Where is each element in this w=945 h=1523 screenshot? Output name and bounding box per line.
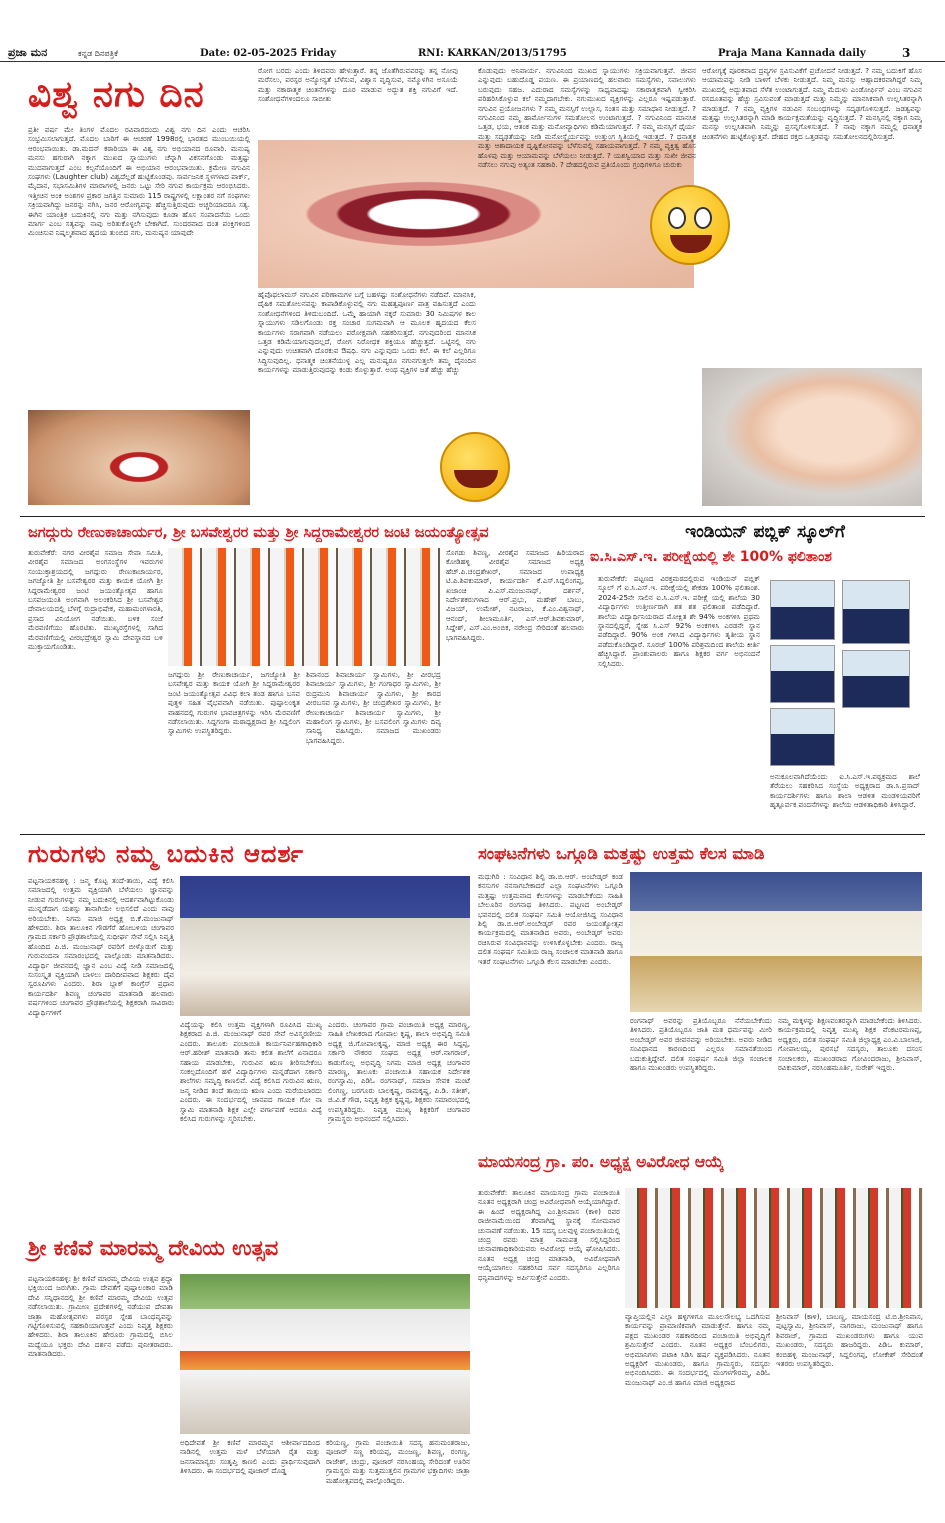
- masthead-name: Praja Mana Kannada daily: [718, 48, 866, 59]
- page-number: 3: [902, 46, 911, 60]
- headline-icse-result: ಐ.ಸಿ.ಎಸ್.ಇ. ಪರೀಕ್ಷೆಯಲ್ಲಿ ಶೇ 100% ಫಲಿತಾಂಶ: [590, 549, 832, 565]
- headline-kanive-maramma: ಶ್ರೀ ಕಣಿವೆ ಮಾರಮ್ಮ ದೇವಿಯ ಉತ್ಸವ: [28, 1236, 279, 1260]
- article2-col2: ಜಗದ್ಗುರು ಶ್ರೀ ರೇಣುಕಾಚಾರ್ಯ, ಜಗಜ್ಯೋತಿ ಶ್ರೀ ಬಸವೇಶ್ವರ ಮತ್ತು ಕಾಯಕ ಯೋಗಿ ಶ್ರೀ ಸಿದ್ದರಾಮೇಶ್ವರರ ಜಂಟಿ ಜಯಂತ್ಯೋತ್ಸವ ವಿವಿಧ ಕಲಾ ತಂಡ ಹಾಗೂ ಬಸವ ಪುತ್ಥಳಿ ಸಹಿತ ವೈಭವವಾಗಿ ನಡೆಯಿತು. ಪುಷ್ಪಾಲಂಕೃತ ವಾಹನದಲ್ಲಿ ಗುರುಗಳ ಭಾವಚಿತ್ರಗಳನ್ನು ಇರಿಸಿ ಮೆರವಣಿಗೆ ನಡೆಸಲಾಯಿತು. ಸಿದ್ದಗಂಗಾ ಮಠಾಧ್ಯಕ್ಷರಾದ ಶ್ರೀ ಸಿದ್ದಲಿಂಗ ಸ್ವಾಮಿಗಳು ಉಪಸ್ಥಿತರಿದ್ದರು.: [168, 670, 300, 736]
- article5-col2: ರಂಗನಾಥ್ ಅವರನ್ನು ಪ್ರತಿಯೊಬ್ಬರೂ ನೆನೆಯಬೇಕೆಂದು ತಿಳಿಸಿದರು. ಪ್ರತಿಯೊಬ್ಬರೂ ಜಾತಿ ಮತ ಧರ್ಮವನ್ನು ಮೀರಿ ಅಂಬೇಡ್ಕರ್ ಅವರ ಜೀವನವನ್ನು ಅರಿಯಬೇಕು. ಅವರು ನೀಡಿದ ಸಂವಿಧಾನದ ಕಾರಣದಿಂದ ಎಲ್ಲರೂ ಸಮಾನತೆಯಿಂದ ಬದುಕುತ್ತಿದ್ದೇವೆ. ದಲಿತ ಸಂಘರ್ಷ ಸಮಿತಿ ಜಿಲ್ಲಾ ಸಂಚಾಲಕ ಹಾಗೂ ಮುಖಂಡರು ಉಪಸ್ಥಿತರಿದ್ದರು.: [630, 1016, 772, 1073]
- headline-mayasandra: ಮಾಯಸಂದ್ರ ಗ್ರಾ. ಪಂ. ಅಧ್ಯಕ್ಷ ಅವಿರೋಧ ಆಯ್ಕೆ: [478, 1153, 724, 1171]
- article1-col2-bottom: ಹೈಪೊಥಲಾಮಸ್ ನಗುವಿನ ಪರಿಣಾಮಗಳ ಬಗ್ಗೆ ಬಹಳಷ್ಟು ಸಂಶೋಧನೆಗಳು ನಡೆದಿವೆ. ಮಾನಸಿಕ, ದೈಹಿಕ ಸಮತೋಲನವನ್ನು ಕಾಪಾಡಿಕೊಳ್ಳುವಲ್ಲಿ ನಗು ಮಹತ್ವಪೂರ್ಣ ಪಾತ್ರ ವಹಿಸುತ್ತದೆ ಎಂದು ಸಂಶೋಧನೆಗಳಿಂದ ತಿಳಿದುಬಂದಿದೆ. ಒಮ್ಮೆ ಹಾಯಾಗಿ ನಕ್ಕರೆ ಸುಮಾರು 30 ನಿಮಿಷಗಳ ಕಾಲ ಸ್ನಾಯುಗಳು ಸಡಿಲಗೊಂಡು ರಕ್ತ ಸಂಚಾರ ಸುಗಮವಾಗಿ ಆ ಮೂಲಕ ಹೃದಯದ ಕೆಲಸ ಕಾರ್ಯಗಳು ಸರಾಗವಾಗಿ ನಡೆಯಲು ಪರೋಕ್ಷವಾಗಿ ಸಹಕರಿಸುತ್ತದೆ. ನಗುವುದರಿಂದ ಮಾನಸಿಕ ಒತ್ತಡ ಕಡಿಮೆಯಾಗುವುದಲ್ಲದೆ, ರೋಗ ನಿರೋಧಕ ಶಕ್ತಿಯೂ ಹೆಚ್ಚುತ್ತದೆ. ಒಟ್ಟಿನಲ್ಲಿ ನಗು ಎನ್ನುವುದು ಉಚಿತವಾಗಿ ದೊರಕುವ ಔಷಧಿ. ನಗು ಎನ್ನುವುದು ಒಂದು ಕಲೆ. ಈ ಕಲೆ ಎಲ್ಲರಿಗೂ ಸಿದ್ಧಿಸುವುದಿಲ್ಲ. ಧನಾತ್ಮಕ ಚಿಂತನೆಯುಳ್ಳ ಎಲ್ಲ ಮನುಷ್ಯರೂ ನಗುನಗುತ್ತಲೇ ತಮ್ಮ ದೈನಂದಿನ ಕಾರ್ಯಗಳನ್ನು ಮಾಡುತ್ತಿರುವುದನ್ನು ಕಂಡು ಕೊಳ್ಳುತ್ತಾರೆ. ಅಂಥ ವ್ಯಕ್ತಿಗಳ ಜತೆ ಹೆಚ್ಚು ಹೆಚ್ಚು: [258, 290, 476, 375]
- election-group-photo: [625, 1188, 923, 1308]
- headline-sanghatanegalu: ಸಂಘಟನೆಗಳು ಒಗ್ಗೂಡಿ ಮತ್ತಷ್ಟು ಉತ್ತಮ ಕೆಲಸ ಮಾಡಿ: [478, 844, 765, 863]
- masthead-rni: RNI: KARKAN/2013/51795: [418, 48, 567, 59]
- student-photo-1: [770, 580, 835, 640]
- student-photo-2: [842, 580, 910, 644]
- article5-col3: ನಮ್ಮ ಮಕ್ಕಳನ್ನು ಶಿಕ್ಷಣವಂತರನ್ನಾಗಿ ಮಾಡಬೇಕೆಂದು ತಿಳಿಸಿದರು. ಕಾರ್ಯಕ್ರಮದಲ್ಲಿ ನಿವೃತ್ತ ಮುಖ್ಯ ಶಿಕ್ಷಕ ವೆಂಕಟರಮಣಪ್ಪ, ಅಧ್ಯಕ್ಷರು, ದಲಿತ ಸಂಘರ್ಷ ಸಮಿತಿ ಜಿಲ್ಲಾಧ್ಯಕ್ಷ ಎಂ.ವಿ.ಬಾಲಾಜಿ, ಗೋಪಾಲಯ್ಯ, ಪುರಸಭೆ ಸದಸ್ಯರು, ತಾಲೂಕು ದಸಂಸ ಸಂಚಾಲಕರು, ಮುಖಂಡರಾದ ಗೋವಿಂದರಾಜು, ಶ್ರೀನಿವಾಸ್, ರವಿಕುಮಾರ್, ನರಸಿಂಹಮೂರ್ತಿ, ಸುರೇಶ್ ಇದ್ದರು.: [778, 1016, 922, 1073]
- heart-hands-smile-photo: [28, 410, 250, 505]
- article1-col2-top: ರೋಗ ಬರದು ಎಂದು ತಿಳಿದವರು ಹೇಳುತ್ತಾರೆ. ತನ್ನ ಜೊತೆಗಿರುವವರನ್ನು ತನ್ನ ನೋವು ಮರೆಸಲು, ಪರಸ್ಪರ ಅನ್ಯೋನ್ಯತೆ ಬೆಳೆಸುವ, ವಿಶ್ವಾಸ ವೃದ್ಧಿಸುವ, ನಮ್ಮೊಳಗಿನ ಅಸೂಯೆ ಮತ್ತು ನಕಾರಾತ್ಮಕ ಚಿಂತನೆಗಳನ್ನು ದೂರ ಮಾಡುವ ಅದ್ಭುತ ಶಕ್ತಿ ನಗುವಿಗೆ ಇದೆ. ಸಂಶೋಧನೆಗಳಿಂದಲೂ ಸಾಬೀತು: [258, 66, 458, 104]
- article4-col3: ಎಂದರು. ಚಂಗಾವರ ಗ್ರಾಮ ಪಂಚಾಯಿತಿ ಅಧ್ಯಕ್ಷ ಮಾರಣ್ಣ, ಸಾಹಿತಿ ಲೇಖಕರಾದ ಗೋಪಾಲ ಕೃಷ್ಣ, ಶಾಲಾ ಅಭಿವೃದ್ಧಿ ಸಮಿತಿ ಅಧ್ಯಕ್ಷ ಜಿ.ಗೋಪಾಲಕೃಷ್ಣ, ಮಾಜಿ ಅಧ್ಯಕ್ಷ ಈರ ಸಿದ್ದಪ್ಪ, ಸರ್ಕಾರಿ ನೌಕರರ ಸಂಘದ ಅಧ್ಯಕ್ಷ ಆರ್.ನಾಗರಾಜ್, ಕಾಡುಗೊಲ್ಲ ಅಭಿವೃದ್ಧಿ ನಿಗಮ ಮಾಜಿ ಅಧ್ಯಕ್ಷ ಚಂಗಾವರ ಮಾರಣ್ಣ, ತಾಲೂಕು ಪಂಚಾಯಿತಿ ಸಹಾಯಕ ನಿರ್ದೇಶಕ ರಂಗಸ್ವಾಮಿ, ಪಿಡಿಓ ರಂಗನಾಥ್, ಸಮಾಜ ಸೇವಕ ಮಂಟೆ ಲಿಂಗಣ್ಣ, ಬರಗೂರು ಬಾಲಕೃಷ್ಣ, ರಾಮಕೃಷ್ಣ, ಪಿ.ಡಿ. ಸತೀಶ್, ಜಿ.ವಿ.ಕೆ ಗೌಡ, ನಿವೃತ್ತ ಶಿಕ್ಷಕ ಕೃಷ್ಣಪ್ಪ, ಶಿಕ್ಷಕರು ಸಮಾರಂಭದಲ್ಲಿ ಉಪಸ್ಥಿತರಿದ್ದರು. ನಿವೃತ್ತ ಮುಖ್ಯ ಶಿಕ್ಷಕರಿಗೆ ಚಂಗಾವರ ಗ್ರಾಮಸ್ಥರು ಅಭಿನಂದನೆ ಸಲ್ಲಿಸಿದರು.: [328, 1020, 470, 1124]
- article6-col3: ಶ್ರೀನಿವಾಸ್ (ಕಾಳಿ), ಬಾಬಣ್ಣ, ಮಾಯಸಂದ್ರ ಟಿ.ಬಿ.ಶ್ರೀನಿವಾಸ, ಪುಟ್ಟಸ್ವಾಮಿ, ಶ್ರೀನಿವಾಸ್, ನಾಗರಾಜು, ಮಂಜುನಾಥ್ ಹಾಗೂ ಶಿವರಾಜ್, ಗ್ರಾಮದ ಮುಖಂಡರುಗಳು ಹಾಗೂ ಯುವ ಮುಖಂಡರು, ಸದಸ್ಯರು ಹಾಜರಿದ್ದರು. ಪಿಡಿಒ ಕುಮಾರ್, ಕಂಬಿಹಳ್ಳಿ ಮಂಜುನಾಥ್, ಸಿದ್ದಲಿಂಗಪ್ಪ, ಲೋಕೇಶ್ ಸೇರಿದಂತೆ ಇತರರು ಉಪಸ್ಥಿತರಿದ್ದರು.: [776, 1312, 923, 1369]
- masthead-logo: ಪ್ರಜಾ ಮನ: [8, 46, 48, 59]
- rofl-emoji-icon: [440, 432, 510, 502]
- article3-col1: ತುರುವೇಕೆರೆ: ಪಟ್ಟಣದ ವಿರಕ್ತಮಠದಲ್ಲಿರುವ ಇಂಡಿಯನ್ ಪಬ್ಲಿಕ್ ಸ್ಕೂಲ್ ಗೆ ಐ.ಸಿ.ಎಸ್.ಇ. ಪರೀಕ್ಷೆಯಲ್ಲಿ ಶೇಕಡಾ 100% ಫಲಿತಾಂಶ. 2024-25ನೇ ಸಾಲಿನ ಐ.ಸಿ.ಎಸ್.ಇ. ಪರೀಕ್ಷೆ ಯಲ್ಲಿ ಶಾಲೆಯ 30 ವಿದ್ಯಾರ್ಥಿಗಳು ಉತ್ತೀರ್ಣರಾಗಿ ಶತ ಶತ ಫಲಿತಾಂಶ ಪಡೆದಿದ್ದಾರೆ. ಶಾಲೆಯ ವಿದ್ಯಾರ್ಥಿನಿಯರಾದ ಮೋಕ್ಷಿತ ಶೇ 94% ಅಂಕಗಳಿಸಿ ಪ್ರಥಮ ಸ್ಥಾನದಲ್ಲಿದ್ದರೆ, ಸ್ನೇಹ ಸಿ.ಎಸ್ 92% ಅಂಕಗಳಿಸಿ ಎರಡನೇ ಸ್ಥಾನ ಪಡೆದಿದ್ದಾರೆ. 90% ಅಂಕ ಗಳಿಸಿದ ವಿದ್ಯಾರ್ಥಿಗಳು ತೃತೀಯ ಸ್ಥಾನ ಪಡೆದುಕೊಂಡಿದ್ದಾರೆ. ಸೂರಜ್ 100% ಪರಿಶ್ರಮದಿಂದ ಶಾಲೆಯ ಕೀರ್ತಿ ಹೆಚ್ಚಿಸಿದ್ದಾರೆ. ಪ್ರಾಂಶುಪಾಲರು ಹಾಗೂ ಶಿಕ್ಷಕರ ವರ್ಗ ಅಭಿನಂದನೆ ಸಲ್ಲಿಸಿದರು.: [598, 574, 760, 668]
- article3-caption: ಅನುಕೂಲವಾಗಿದೆಯೆಂದು ಐ.ಸಿ.ಎಸ್.ಇ.ಪಠ್ಯಕ್ರಮದ ಶಾಲೆ ತೆರೆಯಲು ಸಹಕರಿಸಿದ ಸಂಸ್ಥೆಯ ಅಧ್ಯಕ್ಷರಾದ ಡಾ.ಸಿ.ಪ್ರಸಾದ್ ಕಾರ್ಯದರ್ಶಿಗಳು ಹಾಗೂ ಶಾಲಾ ಆಡಳಿತ ಮಂಡಳಿಯವರಿಗೆ ಹೃತ್ಪೂರ್ವಕ ವಂದನೆಗಳನ್ನು ಶಾಲೆಯ ಆಡಳಿತಾಧಿಕಾರಿ ತಿಳಿಸಿದ್ದಾರೆ.: [770, 772, 920, 810]
- article2-col1: ತುರುವೇಕೆರೆ: ನಗರ ವೀರಶೈವ ಸಮಾಜ ಸೇವಾ ಸಮಿತಿ, ವೀರಶೈವ ಸಮಾಜದ ಅಂಗಸಂಸ್ಥೆಗಳ ಇವರುಗಳ ಸಂಯುಕ್ತಾಶ್ರಯದಲ್ಲಿ ಜಗದ್ಗುರು ರೇಣುಕಾಚಾರ್ಯರ, ಜಗಜ್ಯೋತಿ ಶ್ರೀ ಬಸವೇಶ್ವರರ ಮತ್ತು ಕಾಯಕ ಯೋಗಿ ಶ್ರೀ ಸಿದ್ದರಾಮೇಶ್ವರರ ಜಂಟಿ ಜಯಂತ್ಯೋತ್ಸವ ಹಾಗೂ ಬಸವಜಯಂತಿ ಅಂಗವಾಗಿ ಅಲಂಕರಿಸಿದ ಶ್ರೀ ಬಸವೇಶ್ವರ ದೇವಾಲಯದಲ್ಲಿ ಬೆಳಗ್ಗೆ ರುದ್ರಾಭಿಷೇಕ, ಮಹಾಮಂಗಳಾರತಿ, ಪ್ರಸಾದ ವಿನಿಯೋಗ ನಡೆಯಿತು. ಬಳಿಕ ಸಂಜೆ ಮೆರವಣಿಗೆಯು ಹೊರಟಿತು. ಮುಖ್ಯರಸ್ತೆಗಳಲ್ಲಿ ಸಾಗಿದ ಮೆರವಣಿಗೆಯಲ್ಲಿ ವೀರಭದ್ರೇಶ್ವರ ಸ್ವಾಮಿ ದೇವಸ್ಥಾನದ ಬಳಿ ಮುಕ್ತಾಯಗೊಂಡಿತು.: [28, 548, 163, 652]
- article5-col1: ಮಧುಗಿರಿ : ಸಂವಿಧಾನ ಶಿಲ್ಪಿ ಡಾ.ಬಿ.ಆರ್. ಅಂಬೇಡ್ಕರ್ ಕಂಡ ಕನಸುಗಳ ನನಸಾಗಬೇಕಾದರೆ ಎಲ್ಲಾ ಸಂಘಟನೆಗಳು ಒಗ್ಗೂಡಿ ಮತ್ತಷ್ಟು ಉತ್ತಮವಾದ ಕೆಲಸಗಳನ್ನು ಮಾಡಬೇಕೆಂದು ಸಾಹಿತಿ ಬೇಲೂರಿನ ರಂಗನಾಥ ತಿಳಿಸಿದರು. ಪಟ್ಟಣದ ಅಂಬೇಡ್ಕರ್ ಭವನದಲ್ಲಿ ದಲಿತ ಸಂಘರ್ಷ ಸಮಿತಿ ಆಯೋಜಿಸಿದ್ದ ಸಂವಿಧಾನ ಶಿಲ್ಪಿ ಡಾ.ಬಿ.ಆರ್.ಅಂಬೇಡ್ಕರ್ ರವರ ಜಯಂತ್ಯೋತ್ಸವ ಕಾರ್ಯಕ್ರಮದಲ್ಲಿ ಮಾತನಾಡಿದ ಅವರು, ಅಂಬೇಡ್ಕರ್ ಅವರು ರಚಿಸಿರುವ ಸಂವಿಧಾನವನ್ನು ಉಳಿಸಿಕೊಳ್ಳಬೇಕು ಎಂದರು. ರಾಜ್ಯ ದಲಿತ ಸಂಘರ್ಷ ಸಮಿತಿಯ ರಾಜ್ಯ ಸಂಚಾಲಕ ಮಾತನಾಡಿ ಹಾಗೂ ಇತರೆ ಸಂಘಟನೆಗಳು ಒಗ್ಗೂಡಿ ಕೆಲಸ ಮಾಡಬೇಕು ಎಂದರು.: [478, 872, 623, 966]
- felicitation-photo: [180, 876, 470, 1016]
- article7-col2: ಅಧಿದೇವತೆ ಶ್ರೀ ಕಣಿವೆ ಮಾರಮ್ಮನ ಆಶೀರ್ವಾದದಿಂದ ನಾಡಿನಲ್ಲಿ ಉತ್ತಮ ಮಳೆ ಬೆಳೆಯಾಗಿ ರೈತ ಮತ್ತು ಜನಸಾಮಾನ್ಯರು ಸಂತೃಪ್ತಿ ಕಾಣಲಿ ಎಂದು ಪ್ರಾರ್ಥಿಸುವುದಾಗಿ ತಿಳಿಸಿದರು. ಈ ಸಂದರ್ಭದಲ್ಲಿ ಪೂಜಾರ್ ದೊಡ್ಡ: [180, 1438, 320, 1476]
- headline-gurugalu: ಗುರುಗಳು ನಮ್ಮ ಬದುಕಿನ ಆದರ್ಶ: [28, 840, 304, 868]
- masthead-tagline: ಕನ್ನಡ ದಿನಪತ್ರಿಕೆ: [78, 49, 119, 58]
- article2-col3: ಶಿವಾನಂದ ಶಿವಾಚಾರ್ಯ ಸ್ವಾಮಿಗಳು, ಶ್ರೀ ವೀರಭದ್ರ ಶಿವಾಚಾರ್ಯ ಸ್ವಾಮಿಗಳು, ಶ್ರೀ ಗಂಗಾಧರ ಸ್ವಾಮಿಗಳು, ಶ್ರೀ ರುದ್ರಮುನಿ ಶಿವಾಚಾರ್ಯ ಸ್ವಾಮಿಗಳು, ಶ್ರೀ ಕಾರದ ವೀರಬಸವ ಸ್ವಾಮಿಗಳು, ಶ್ರೀ ಚಂದ್ರಶೇಖರ ಸ್ವಾಮಿಗಳು, ಶ್ರೀ ರೇಣುಕಾಚಾರ್ಯ ಶಿವಾಚಾರ್ಯ ಸ್ವಾಮಿಗಳು, ಶ್ರೀ ಮಹಾಲಿಂಗ ಸ್ವಾಮಿಗಳು, ಶ್ರೀ ಬಸವಲಿಂಗ ಸ್ವಾಮಿಗಳು ದಿವ್ಯ ಸಾನಿಧ್ಯ ವಹಿಸಿದ್ದರು. ಸಮಾಜದ ಮುಖಂಡರು ಭಾಗವಹಿಸಿದ್ದರು.: [306, 670, 441, 745]
- jayanti-group-photo: [168, 548, 440, 666]
- masthead-date: Date: 02-05-2025 Friday: [200, 48, 337, 59]
- utsava-procession-photo: [180, 1274, 470, 1434]
- article7-col1: ಪಟ್ಟನಾಯಕನಹಳ್ಳಿ: ಶ್ರೀ ಕಣಿವೆ ಮಾರಮ್ಮ ದೇವಿಯ ಉತ್ಸವ ಶ್ರದ್ಧಾ ಭಕ್ತಿಯಿಂದ ಜರುಗಿತು. ಗ್ರಾಮ ದೇವತೆಗೆ ಪುಷ್ಪಾಲಂಕಾರ ಮಾಡಿ ದೇವಿ ಸನ್ನಿಧಾನದಲ್ಲಿ ಶ್ರೀ ಕಣಿವೆ ಮಾರಮ್ಮ ದೇವಿಯ ಉತ್ಸವ ನಡೆಸಲಾಯಿತು. ಗ್ರಾಮೀಣ ಪ್ರದೇಶಗಳಲ್ಲಿ ನಡೆಯುವ ದೇವತಾ ಜಾತ್ರಾ ಮಹೋತ್ಸವಗಳು ಪರಸ್ಪರ ಸ್ನೇಹ ಬಾಂಧವ್ಯವನ್ನು ಗಟ್ಟಿಗೊಳಿಸುವಲ್ಲಿ ಸಹಕಾರಿಯಾಗುತ್ತವೆ ಎಂದು ನಿವೃತ್ತ ಶಿಕ್ಷಕರು ಹೇಳಿದರು. ಶಿರಾ ತಾಲೂಕಿನ ಹೇರೂರು ಗ್ರಾಮದಲ್ಲಿ ಬಿಸಿಲ ಮಧ್ಯೆಯೂ ಭಕ್ತರು ದೇವಿ ದರ್ಶನ ಪಡೆದು ಪುನೀತರಾದರು. ಮಾತನಾಡಿದರು.: [28, 1274, 173, 1359]
- article4-col1: ಪಟ್ಟನಾಯಕನಹಳ್ಳಿ : ಜನ್ಮ ಕೊಟ್ಟ ತಂದೆ-ತಾಯಿ, ವಿದ್ಯೆ ಕಲಿಸಿ ಸಮಾಜದಲ್ಲಿ ಉತ್ತಮ ವ್ಯಕ್ತಿಯಾಗಿ ಬೆಳೆಯಲು ಜ್ಞಾನವನ್ನು ನೀಡುವ ಗುರುಗಳನ್ನು ನಮ್ಮ ಬದುಕಿನಲ್ಲಿ ಆದರ್ಶವಾಗಿಟ್ಟುಕೊಂಡು ಮುನ್ನಡೆದಾಗ ಯಶಸ್ಸು ತಾನಾಗಿಯೇ ಲಭಿಸಲಿದೆ ಎಂದು ನಾವು ಅರಿಯಬೇಕು. ನಿಗಮ ಮಾಜಿ ಅಧ್ಯಕ್ಷ ಬಿ.ಕೆ.ಮಂಜುನಾಥ್ ಹೇಳಿದರು. ಶಿರಾ ತಾಲೂಕಿನ ಗೌಡಗೆರೆ ಹೋಬಳಿಯ ಚಂಗಾವರ ಗ್ರಾಮದ ಸರ್ಕಾರಿ ಪ್ರೌಢಶಾಲೆಯಲ್ಲಿ ಸುಧೀರ್ಘ ಸೇವೆ ಸಲ್ಲಿಸಿ ನಿವೃತ್ತಿ ಹೊಂದಿದ ಪಿ.ಜಿ. ಮಂಜುನಾಥ್ ರವರಿಗೆ ಬೀಳ್ಕೊಡುಗೆ ಮತ್ತು ಗುರುವಂದನಾ ಸಮಾರಂಭದಲ್ಲಿ ಪಾಲ್ಗೊಂಡು ಮಾತನಾಡಿದರು. ವಿದ್ಯಾರ್ಥಿ ಜೀವನದಲ್ಲಿ ಜ್ಞಾನ ಎಂಬ ವಿದ್ಯೆ ನೀಡಿ ಸಮಾಜದಲ್ಲಿ ಸುಸಂಸ್ಕೃತ ವ್ಯಕ್ತಿಯಾಗಿ ಬಾಳಲು ದಾರಿದೀಪವಾದ ಶಿಕ್ಷಕರು ದೈವ ಸ್ವರೂಪಿಗಳು ಎಂದರು. ಶಿರಾ ಬ್ಲಾಕ್ ಕಾಂಗ್ರೆಸ್ ಪ್ರಧಾನ ಕಾರ್ಯದರ್ಶಿ ಶಿವಣ್ಣ ಚಂಗಾವರ ಮಾತನಾಡಿ ಹಲವಾರು ವರ್ಷಗಳಿಂದ ಚಂಗಾವರ ಪ್ರೌಢಶಾಲೆಯಲ್ಲಿ ಶಿಕ್ಷಕರಾಗಿ ಸಾವಿರಾರು ವಿದ್ಯಾರ್ಥಿಗಳಿಗೆ: [28, 876, 174, 1017]
- divider: [20, 834, 925, 835]
- article4-col2: ವಿದ್ಯೆಯನ್ನು ಕಲಿಸಿ ಉತ್ತಮ ವ್ಯಕ್ತಿಗಳಾಗಿ ರೂಪಿಸಿದ ಮುಖ್ಯ ಶಿಕ್ಷಕರಾದ ಪಿ.ಜಿ. ಮಂಜುನಾಥ್ ರವರ ಸೇವೆ ಅವಿಸ್ಮರಣೀಯ ಎಂದರು. ತಾಲೂಕು ಪಂಚಾಯಿತಿ ಕಾರ್ಯನಿರ್ವಹಣಾಧಿಕಾರಿ ಆರ್.ಹರೀಶ್ ಮಾತನಾಡಿ ತಾನು ಕಲಿತ ಶಾಲೆಗೆ ಏನಾದರೂ ಸಹಾಯ ಮಾಡಬೇಕು, ಗುರುವಿನ ಋಣ ತೀರಿಸಬೇಕೆಂಬ ಸಂಕಲ್ಪದೊಂದಿಗೆ ಹಳೆ ವಿದ್ಯಾರ್ಥಿಗಳು ಮನ್ನಡೆದಾಗ ಸರ್ಕಾರಿ ಶಾಲೆಗಳು ಸಮೃದ್ಧಿ ಕಾಣಲಿವೆ. ವಿದ್ಯೆ ಕಲಿಸಿದ ಗುರುವಿನ ಋಣ, ಜನ್ಮ ನೀಡಿದ ತಂದೆ ತಾಯಿಯ ಋಣ ಎಂದು ಮರೆಯಬಾರದು ಎಂದರು. ಈ ಸಂದರ್ಭದಲ್ಲಿ ಜಾನಪದ ಗಾಯಕ ಗೋ ನಾ ಸ್ವಾಮಿ ಮಾತನಾಡಿ ಶಿಕ್ಷಕ ಎಲ್ಲೇ ವರ್ಗಾವಣೆ ಆದರೂ ವಿದ್ಯೆ ಕಲಿಸಿದ ಗುರುಗಳನ್ನು ಸ್ಮರಿಸಬೇಕು.: [180, 1020, 322, 1124]
- article1-col4: ಆರೋಗ್ಯಕ್ಕೆ ಪೂರಕವಾದ ದ್ರವ್ಯಗಳ ಸ್ರವಿಸುವಿಕೆಗೆ ಪ್ರಚೋದನೆ ನೀಡುತ್ತದೆ. ? ನಮ್ಮ ಬದುಕಿಗೆ ಹೊಸ ಆಯಾಮವನ್ನು ನೀಡಿ ಬಾಳಿಗೆ ಬೆಳಕು ನೀಡುತ್ತದೆ. ನಿಮ್ಮ ಮನಸ್ಸು ಆಹ್ಲಾದಕರವಾಗಿದ್ದರೆ ನಿಮ್ಮ ಮುಖದಲ್ಲಿ ಅದ್ಭುತವಾದ ಸೆಳೆತ ಉಂಟಾಗುತ್ತದೆ. ನಿಮ್ಮ ಮೆದುಳು ಎಂಡೋರ್ಫಿನ್ ಎಂಬ ನಗುವಿನ ರಸದೂತವನ್ನು ಹೆಚ್ಚು ಸ್ರವಿಸುವಂತೆ ಮಾಡುತ್ತದೆ ಮತ್ತು ನಿಮ್ಮನ್ನು ಮಾನಸಿಕವಾಗಿ ಉಲ್ಲಸಿತರನ್ನಾಗಿ ಮಾಡುತ್ತದೆ. ? ನಮ್ಮ ವ್ಯಕ್ತಿಗಳ ನಡುವಿನ ಸಂಬಂಧಗಳನ್ನು ಸದೃಢಗೊಳಿಸುತ್ತದೆ. ಜಡತ್ವವನ್ನು ಮತ್ತಷ್ಟು ಉಲ್ಲಸಿತರನ್ನಾಗಿ ಮಾಡಿ ಕಾರ್ಯಕ್ಷಮತೆಯನ್ನು ವೃದ್ಧಿಸುತ್ತದೆ. ? ಮನಸ್ಸಿನಲ್ಲಿ ನಕ್ಕಾಗ ನಿಮ್ಮ ಮನಸ್ಸು ಉಲ್ಲಸಿತವಾಗಿ ನಿಮ್ಮನ್ನು ಪ್ರಸನ್ನಗೊಳಿಸುತ್ತದೆ. ? ನಾವು ನಕ್ಕಾಗ ನಮ್ಮಲ್ಲಿ ಧನಾತ್ಮಕ ಚಿಂತನೆಗಳು ಹುಟ್ಟಿಕೊಳ್ಳುತ್ತವೆ. ದೇಹದ ರಕ್ತದ ಒತ್ತಡವನ್ನು ಸಮತೋಲನದಲ್ಲಿರಿಸುತ್ತದೆ.: [702, 66, 922, 141]
- article6-col2: ವ್ಯಾಪ್ತಿಯಲ್ಲಿನ ಎಲ್ಲಾ ಹಳ್ಳಿಗಳಿಗೂ ಮೂಲಸೌಲಭ್ಯ ಒದಗಿಸುವ ಕಾರ್ಯವನ್ನು ಪ್ರಾಮಾಣಿಕವಾಗಿ ಮಾಡುತ್ತೇನೆ. ಹಾಗೂ ನಮ್ಮ ಪಕ್ಷದ ಮುಖಂಡರ ಸಹಕಾರದಿಂದ ಪಂಚಾಯಿತಿ ಅಭಿವೃದ್ಧಿಗೆ ಶ್ರಮಿಸುತ್ತೇನೆ ಎಂದರು. ನೂತನ ಅಧ್ಯಕ್ಷರ ಬೆಂಬಲಿಗರು, ಅಭಿಮಾನಿಗಳು ಪಟಾಕಿ ಸಿಡಿಸಿ ಹರ್ಷ ವ್ಯಕ್ತಪಡಿಸಿದರು. ನೂತನ ಅಧ್ಯಕ್ಷರಿಗೆ ಮುಖಂಡರು, ಹಾಗೂ ಗ್ರಾಮಸ್ಥರು, ಸದಸ್ಯರು ಅಭಿನಂದಿಸಿದರು. ಈ ಸಂದರ್ಭದಲ್ಲಿ ಮಂಗಳಗೌರಮ್ಮ, ಪಿಡಿಓ ಮಂಜುನಾಥ್ ಎಂ.ಜಿ ಹಾಗೂ ಮಾಜಿ ಅಧ್ಯಕ್ಷರಾದ: [625, 1312, 770, 1387]
- article7-col3: ಕರಿಯಣ್ಣ, ಗ್ರಾಮ ಪಂಚಾಯಿತಿ ಸದಸ್ಯ ಹನುಮಂತರಾಜು, ಪೂಜಾರ್ ಸಣ್ಣ ಕರಿಯಪ್ಪ, ಮಂಜಣ್ಣ, ಶಿವಣ್ಣ, ರಂಗಣ್ಣ, ರಾಜೇಶ್, ಚಂದ್ರು, ಪೂಜಾರ್ ನರಸಿಂಹಯ್ಯ ಸೇರಿದಂತೆ ಊರಿನ ಗ್ರಾಮಸ್ಥರು ಮತ್ತು ಸುತ್ತಮುತ್ತಲಿನ ಗ್ರಾಮಗಳ ಭಕ್ತಾದಿಗಳು ಜಾತ್ರಾ ಮಹೋತ್ಸವದಲ್ಲಿ ಪಾಲ್ಗೊಂಡಿದ್ದರು.: [326, 1438, 470, 1485]
- student-photo-4: [842, 650, 910, 708]
- student-photo-3: [770, 645, 835, 703]
- masthead: [0, 0, 945, 62]
- article1-col3: ಕೊಡುವುದು ಅನಿವಾರ್ಯ. ನಗುವಿನಿಂದ ಮುಖದ ಸ್ನಾಯುಗಳು ಸಕ್ರಿಯವಾಗುತ್ತವೆ. ಜೀವನ ಎನ್ನುವುದು ಬಹುದೊಡ್ಡ ಪಯಣ. ಈ ಪ್ರಯಾಣದಲ್ಲಿ ಹಲವಾರು ಸಮಸ್ಯೆಗಳು, ಸವಾಲುಗಳು ಬರುವುದು ಸಹಜ. ಎದುರಾದ ಸಮಸ್ಯೆಗಳನ್ನು ಸಾಧ್ಯವಾದಷ್ಟು ಸಕಾರಾತ್ಮಕವಾಗಿ ಸ್ವೀಕರಿಸಿ ಪರಿಹರಿಸಿಕೊಳ್ಳುವ ಕಲೆ ನಮ್ಮದಾಗಬೇಕು. ನಗುಮುಖದ ವ್ಯಕ್ತಿಗಳನ್ನು ಎಲ್ಲರೂ ಇಷ್ಟಪಡುತ್ತಾರೆ. ನಗುವಿನ ಪ್ರಯೋಜನಗಳು ? ನಮ್ಮ ಮನಸ್ಸಿಗೆ ಉಲ್ಲಾಸ, ಸಂತಸ ಮತ್ತು ಸಮಾಧಾನ ನೀಡುತ್ತದೆ. ? ನಗುವಿನಿಂದ ನಮ್ಮ ಹಾರ್ಮೋನುಗಳ ಸಮತೋಲನ ಉಂಟಾಗುತ್ತದೆ. ? ನಗುವಿನಿಂದ ಮಾನಸಿಕ ಒತ್ತಡ, ಭಯ, ಆತಂಕ ಮತ್ತು ಮನೋವ್ಯಾಧಿಗಳು ಕಡಿಮೆಯಾಗುತ್ತವೆ. ? ನಮ್ಮ ಮನಸ್ಸಿಗೆ ಧೈರ್ಯ ಮತ್ತು ಸದೃಢತೆಯನ್ನು ನೀಡಿ ಮನೋಸ್ಥೈರ್ಯವನ್ನು ಉತ್ತುಂಗ ಸ್ಥಿತಿಯಲ್ಲಿ ಇಡುತ್ತದೆ. ? ಧನಾತ್ಮಕ ಮತ್ತು ಆಶಾದಾಯಕ ದೃಷ್ಟಿಕೋನವನ್ನು ಬೆಳೆಸುವಲ್ಲಿ ಸಹಾಯವಾಗುತ್ತದೆ. ? ನಮ್ಮ ವ್ಯಕ್ತಿತ್ವ ಹೊಸ ಹೊಳಪು ಮತ್ತು ಆಯಾಮವನ್ನು ಬೆಳೆಯಲು ನೀಡುತ್ತದೆ. ? ಯಶಸ್ವಿಯಾದ ಮತ್ತು ಸುಖೀ ಜೀವನ ನಡೆಸಲು ನಗುವು ಅತ್ಯಂತ ಸಹಕಾರಿ. ? ದೇಹದಲ್ಲಿರುವ ಪ್ರತಿಯೊಂದು ಗ್ರಂಥಿಗಳಿಗೂ ಚುರುಕು: [478, 66, 696, 170]
- student-photo-5: [770, 708, 835, 766]
- article1-col1: ಪ್ರತೀ ವರ್ಷ ಮೇ ತಿಂಗಳ ಮೊದಲ ರವಿವಾರದಂದು ವಿಶ್ವ ನಗು ದಿನ ಎಂದು ಆಚರಿಸಿ ಸಂಭ್ರಮಿಸಲಾಗುತ್ತದೆ. ಮೊದಲ ಬಾರಿಗೆ ಈ ಆಚರಣೆ 1998ರಲ್ಲಿ ಭಾರತದ ಮುಂಬಯಿಯಲ್ಲಿ ಆರಂಭವಾಯಿತು. ಡಾ.ಮದನ್ ಕಠಾರಿಯಾ ಈ ವಿಶ್ವ ನಗು ಅಭಿಯಾನದ ರೂವಾರಿ. ಮನುಷ್ಯ ಮನಸು ಹಗುರಾಗಿ ನಕ್ಕಾಗ ಮುಖದ ಸ್ನಾಯುಗಳು ಚೆನ್ನಾಗಿ ವಿಕಸನಗೊಂಡು ಮತ್ತಷ್ಟು ಮುದವಾಗುತ್ತದೆ ಎಂಬ ಕಲ್ಪನೆಯೊಂದಿಗೆ ಈ ಅಭಿಯಾನ ಆರಂಭವಾಯಿತು. ಕ್ರಮೇಣ ನಗುವಿನ ಸಂಘಗಳು (Laughter club) ವಿಶ್ವದೆಲ್ಲಡೆ ಹುಟ್ಟಿಕೊಂಡವು. ಸಾರ್ವಜನಿಕ ಸ್ಥಳಗಳಾದ ಪಾರ್ಕ್, ಮೈದಾನ, ಸಭಾಸಮಿತಿಗಳ ಮಾರಾಗಳಲ್ಲಿ ಜನರು ಒಟ್ಟು ಸೇರಿ ನಗುವ ಕಾರ್ಯಕ್ರಮ ಆರಂಭಿಸಿದರು. ಇತ್ತೀಚಿನ ಅಂಕಿ ಅಂಶಗಳ ಪ್ರಕಾರ ಜಗತ್ತಿನ ಸುಮಾರು 115 ರಾಷ್ಟ್ರಗಳಲ್ಲಿ ಲಕ್ಷಾಂತರ ನಗೆ ಸಂಘಗಳು ಸಕ್ರಿಯವಾಗಿದ್ದು ಜನರನ್ನು ನಗಿಸಿ, ಜನರ ಆರೋಗ್ಯವನ್ನು ಹೆಚ್ಚಿಸುತ್ತಿರುವುದು ಅಚ್ಚರಿಯಾದರೂ ಸತ್ಯ. ಈಗಿನ ಯಾಂತ್ರಿಕ ಬದುಕಿನಲ್ಲಿ ನಗು ಮತ್ತು ನಗಿಸುವುದು ಕೂಡಾ ಹೊಸ ಸಂಪಾದನೆಯ ಒಂದು ಮಾರ್ಗ ಎಂಬ ಸತ್ಯವನ್ನು ನಾವು ಅರಿತುಕೊಳ್ಳಲೇ ಬೇಕಾಗಿದೆ. ಸುಂದರವಾದ ದಂತ ಪಂಕ್ತಿಗಳಿಂದ ಮಿಂಚಿಸುವ ನಿಷ್ಕಲ್ಮಶವಾದ ಹೃದಯ ತುಂಬಿದ ನಗು, ಮನುಷ್ಯನ ಯಾವುದೇ: [28, 125, 250, 238]
- laughing-baby-photo: [702, 368, 922, 506]
- headline-school-top: ಇಂಡಿಯನ್ ಪಬ್ಲಿಕ್ ಸ್ಕೂಲ್‌ಗೆ: [685, 522, 845, 542]
- stage-meeting-photo: [630, 872, 922, 1012]
- article6-col1: ತುರುವೇಕೆರೆ: ತಾಲೂಕಿನ ಮಾಯಸಂದ್ರ ಗ್ರಾಮ ಪಂಚಾಯಿತಿ ನೂತನ ಅಧ್ಯಕ್ಷರಾಗಿ ಚಂದ್ರ ಅವಿರೋಧವಾಗಿ ಆಯ್ಕೆಯಾಗಿದ್ದಾರೆ. ಈ ಹಿಂದೆ ಅಧ್ಯಕ್ಷರಾಗಿದ್ದ ಎಂ.ಶ್ರೀನಿವಾಸ (ಕಾಳಿ) ರವರ ರಾಜೀನಾಮೆಯಿಂದ ತೆರವಾಗಿದ್ದ ಸ್ಥಾನಕ್ಕೆ ಸೋಮವಾರ ಚುನಾವಣೆ ನಡೆಯಿತು. 15 ಸದಸ್ಯ ಬಲವುಳ್ಳ ಪಂಚಾಯಿತಿಯಲ್ಲಿ ಚಂದ್ರ ರವರು ಮಾತ್ರ ನಾಮಪತ್ರ ಸಲ್ಲಿಸಿದ್ದರಿಂದ ಚುನಾವಣಾಧಿಕಾರಿಯವರು ಅವಿರೋಧ ಆಯ್ಕೆ ಘೋಷಿಸಿದರು. ನೂತನ ಅಧ್ಯಕ್ಷ ಚಂದ್ರ ಮಾತನಾಡಿ, ಅವಿರೋಧವಾಗಿ ಆಯ್ಕೆಯಾಗಲು ಸಹಕರಿಸಿದ ಸರ್ವ ಸದಸ್ಯರಿಗೂ ಎಲ್ಲರಿಗೂ ಧನ್ಯವಾದಗಳನ್ನು ಅರ್ಪಿಸುತ್ತೇನೆ ಎಂದರು.: [478, 1188, 620, 1282]
- headline-laughter-day: ವಿಶ್ವ ನಗು ದಿನ: [28, 74, 205, 115]
- divider: [20, 516, 925, 517]
- headline-jayantyotsava: ಜಗದ್ಗುರು ರೇಣುಕಾಚಾರ್ಯರ, ಶ್ರೀ ಬಸವೇಶ್ವರರ ಮತ್ತು ಶ್ರೀ ಸಿದ್ದರಾಮೇಶ್ವರರ ಜಂಟಿ ಜಯಂತ್ಯೋತ್ಸವ: [28, 525, 489, 541]
- article2-col4: ಸೊಗಡು ಶಿವಣ್ಣ, ವೀರಶೈವ ಸಮಾಜದ ಹಿರಿಯರಾದ ಕೋಡಿಹಳ್ಳಿ ವೀರಶೈವ ಸಮಾಜದ ಅಧ್ಯಕ್ಷ ಹೆಚ್.ಪಿ.ಚಂದ್ರಶೇಖರ್, ಸಮಾಜದ ಉಪಾಧ್ಯಕ್ಷ ಟಿ.ಪಿ.ಶಿವಕುಮಾರ್, ಕಾರ್ಯದರ್ಶಿ ಕೆ.ಎಸ್.ಸಿದ್ದಲಿಂಗಪ್ಪ, ಖಜಾಂಚಿ ಪಿ.ಎಸ್.ಮಂಜುನಾಥ್, ದರ್ಶನ್, ನಿರ್ದೇಶಕರುಗಳಾದ ಆರ್.ಪ್ರಭು, ಮಹೇಶ್ ಬಾಬು, ವಿಜಯ್, ಉಮೇಶ್, ನಟರಾಜು, ಕೆ.ಎಂ.ವಿಶ್ವನಾಥ್, ಆನಂದ್, ಶೀಲಾಮೂರ್ತಿ, ಎಸ್.ಆರ್.ಶಿವಕುಮಾರ್, ಸಿದ್ದೇಶ್, ಎಸ್.ಎಂ.ಅಂಬಿಕ, ನರೇಂದ್ರ ಸೇರಿದಂತೆ ಹಲವಾರು ಭಾಗವಹಿಸಿದ್ದರು.: [446, 548, 584, 642]
